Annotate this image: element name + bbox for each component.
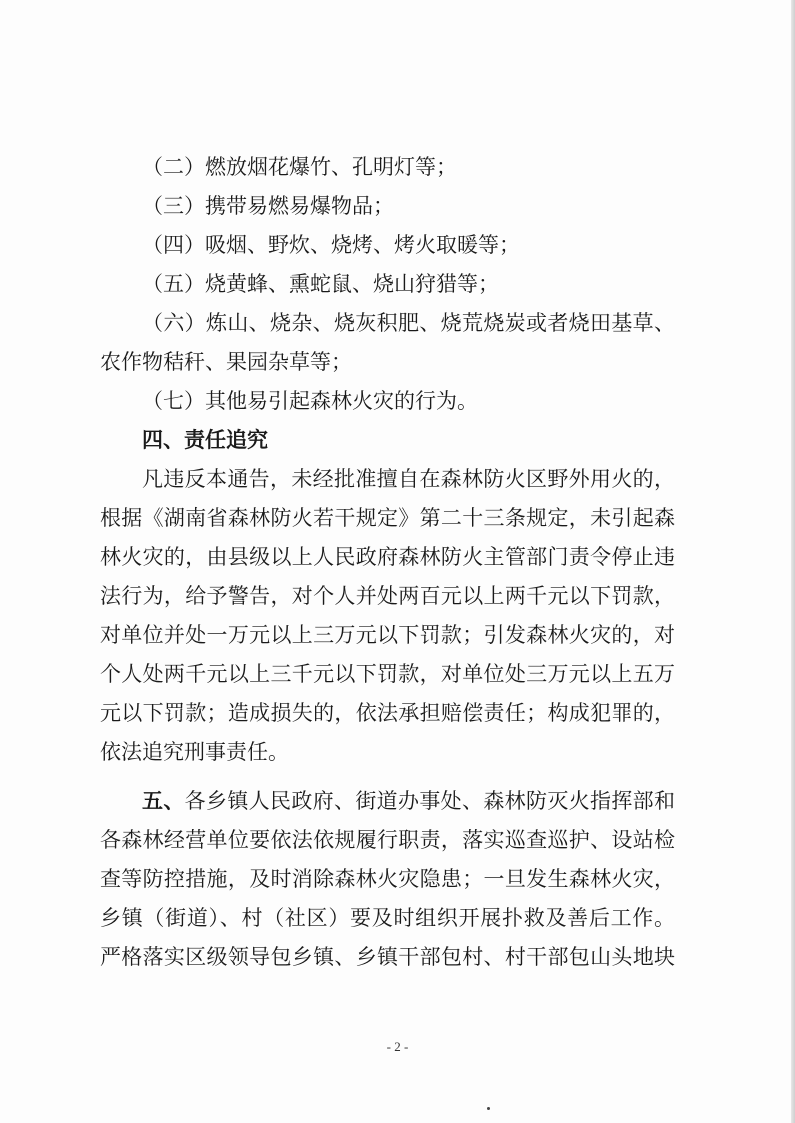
section-heading-5: 五、 xyxy=(142,789,185,813)
paragraph-line: 林火灾的，由县级以上人民政府森林防火主管部门责令停止违 xyxy=(100,545,675,569)
list-item: （七）其他易引起森林火灾的行为。 xyxy=(142,389,478,413)
paragraph-line: 乡镇（街道）、村（社区）要及时组织开展扑救及善后工作。 xyxy=(100,906,675,930)
page-number: - 2 - xyxy=(386,1039,409,1054)
section-heading-4: 四、责任追究 xyxy=(142,428,268,452)
paragraph-line: 法行为，给予警告，对个人并处两百元以上两千元以下罚款， xyxy=(100,584,675,608)
paragraph-line: 各森林经营单位要依法依规履行职责，落实巡查巡护、设站检 xyxy=(100,828,675,852)
paragraph-line: 依法追究刑事责任。 xyxy=(100,740,289,764)
paragraph-spacer xyxy=(100,772,675,782)
paragraph-line: 查等防控措施，及时消除森林火灾隐患；一旦发生森林火灾， xyxy=(100,867,675,891)
paragraph-line xyxy=(100,782,675,821)
paragraph-text: 各乡镇人民政府、街道办事处、森林防灭火指挥部和 xyxy=(184,789,676,813)
paragraph-line: 根据《湖南省森林防火若干规定》第二十三条规定，未引起森 xyxy=(100,506,675,530)
paragraph-line: 对单位并处一万元以上三万元以下罚款；引发森林火灾的，对 xyxy=(100,623,675,647)
scan-speck xyxy=(487,1107,490,1110)
list-item: （三）携带易燃易爆物品； xyxy=(142,194,394,218)
list-item: （四）吸烟、野炊、烧烤、烤火取暖等； xyxy=(142,233,520,257)
document-body xyxy=(100,148,675,977)
list-item: （六）炼山、烧杂、烧灰积肥、烧荒烧炭或者烧田基草、 xyxy=(142,311,675,335)
paragraph-line: 凡违反本通告，未经批准擅自在森林防火区野外用火的， xyxy=(142,467,675,491)
paragraph-line: 个人处两千元以上三千元以下罚款，对单位处三万元以上五万 xyxy=(100,662,675,686)
list-item: （二）燃放烟花爆竹、孔明灯等； xyxy=(142,155,457,179)
list-item: （五）烧黄蜂、熏蛇鼠、烧山狩猎等； xyxy=(142,272,499,296)
list-item-continuation: 农作物秸秆、果园杂草等； xyxy=(100,350,352,374)
paragraph-line: 元以下罚款；造成损失的，依法承担赔偿责任；构成犯罪的， xyxy=(100,701,675,725)
page-edge-shadow xyxy=(791,0,795,1123)
paragraph-line: 严格落实区级领导包乡镇、乡镇干部包村、村干部包山头地块 xyxy=(100,945,675,969)
